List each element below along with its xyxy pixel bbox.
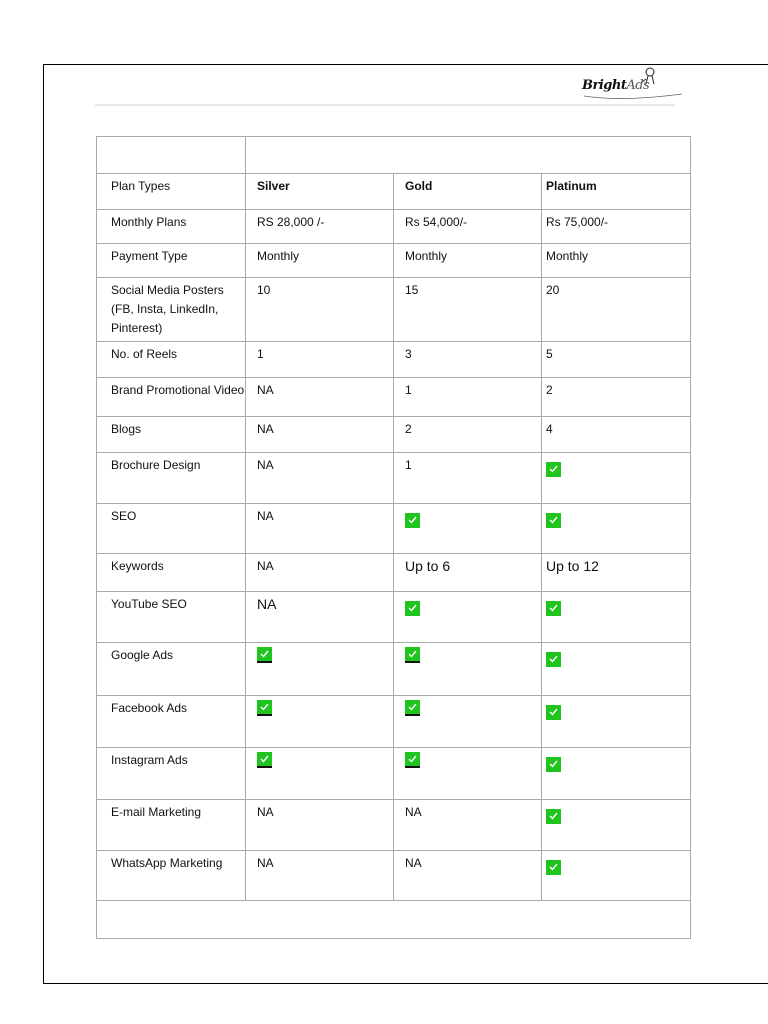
- plan-platinum-value: 20: [542, 278, 691, 342]
- plan-gold-value: 2: [394, 417, 542, 453]
- table-row: [97, 554, 691, 592]
- plan-platinum-cell: [542, 643, 691, 696]
- plan-gold-cell: [394, 643, 542, 696]
- check-icon: [257, 647, 272, 663]
- plan-silver-value: NA: [246, 378, 394, 417]
- row-label: Instagram Ads: [97, 748, 246, 800]
- check-icon: [546, 652, 561, 667]
- plan-silver-value: NA: [246, 800, 394, 851]
- plan-silver-cell: [246, 643, 394, 696]
- plan-silver-cell: [246, 696, 394, 748]
- plan-platinum-value: 2: [542, 378, 691, 417]
- blank-cell: [246, 137, 691, 174]
- plan-silver-value: NA: [246, 851, 394, 901]
- table-footer-blank-row: [97, 901, 691, 939]
- plan-gold-value: 3: [394, 342, 542, 378]
- row-label: Monthly Plans: [97, 210, 246, 244]
- plan-platinum-cell: [542, 696, 691, 748]
- table-row: [97, 504, 691, 554]
- row-label: Google Ads: [97, 643, 246, 696]
- plan-silver-value: Monthly: [246, 244, 394, 278]
- plan-silver-value: 10: [246, 278, 394, 342]
- table-row: [97, 800, 691, 851]
- check-icon: [405, 752, 420, 768]
- check-icon: [257, 752, 272, 768]
- plan-platinum-cell: [542, 851, 691, 901]
- plan-silver-value: NA: [246, 504, 394, 554]
- plan-gold-value: NA: [394, 851, 542, 901]
- row-label: YouTube SEO: [97, 592, 246, 643]
- plan-gold-cell: [394, 592, 542, 643]
- plan-gold-cell: [394, 504, 542, 554]
- table-row: [97, 696, 691, 748]
- plan-gold-value: 1: [394, 453, 542, 504]
- table-row: [97, 244, 691, 278]
- bright-ads-logo: [582, 66, 687, 104]
- plan-gold-cell: [394, 696, 542, 748]
- table-row: [97, 453, 691, 504]
- plan-gold-value: 1: [394, 378, 542, 417]
- plan-gold-value: Up to 6: [394, 554, 542, 592]
- plan-silver-value: RS 28,000 /-: [246, 210, 394, 244]
- table-row: [97, 278, 691, 342]
- check-icon: [546, 513, 561, 528]
- plan-platinum-cell: [542, 504, 691, 554]
- row-label: Plan Types: [97, 174, 246, 210]
- plan-gold-value: NA: [394, 800, 542, 851]
- row-label: No. of Reels: [97, 342, 246, 378]
- plan-platinum-value: 5: [542, 342, 691, 378]
- plan-gold-value: 15: [394, 278, 542, 342]
- plan-gold-value: Gold: [394, 174, 542, 210]
- plan-platinum-cell: [542, 453, 691, 504]
- check-icon: [257, 700, 272, 716]
- table-row: [97, 342, 691, 378]
- plan-platinum-cell: [542, 592, 691, 643]
- table-row: [97, 417, 691, 453]
- blank-cell: [97, 137, 246, 174]
- check-icon: [405, 601, 420, 616]
- plan-gold-cell: [394, 748, 542, 800]
- plan-gold-value: Rs 54,000/-: [394, 210, 542, 244]
- check-icon: [546, 757, 561, 772]
- plan-platinum-value: Up to 12: [542, 554, 691, 592]
- row-label: Facebook Ads: [97, 696, 246, 748]
- table-row: [97, 851, 691, 901]
- row-label: E-mail Marketing: [97, 800, 246, 851]
- check-icon: [405, 513, 420, 528]
- pricing-plans-table: [96, 136, 691, 939]
- row-label: WhatsApp Marketing: [97, 851, 246, 901]
- table-row: [97, 378, 691, 417]
- blank-cell: [97, 901, 691, 939]
- row-label: Blogs: [97, 417, 246, 453]
- table-row: [97, 643, 691, 696]
- table-row: [97, 748, 691, 800]
- table-row: [97, 592, 691, 643]
- table-header-blank-row: [97, 137, 691, 174]
- plan-silver-value: NA: [246, 554, 394, 592]
- table-row: [97, 210, 691, 244]
- check-icon: [546, 601, 561, 616]
- plan-platinum-value: Rs 75,000/-: [542, 210, 691, 244]
- logo-text: Bright: [582, 78, 627, 93]
- plan-platinum-value: Monthly: [542, 244, 691, 278]
- plan-silver-value: NA: [246, 417, 394, 453]
- row-label: SEO: [97, 504, 246, 554]
- row-label: Social Media Posters (FB, Insta, LinkedIn, Pinterest): [97, 278, 246, 342]
- plan-silver-value: NA: [246, 453, 394, 504]
- row-label: Payment Type: [97, 244, 246, 278]
- row-label: Brand Promotional Video: [97, 378, 246, 417]
- check-icon: [405, 647, 420, 663]
- plan-silver-cell: [246, 748, 394, 800]
- row-label: Keywords: [97, 554, 246, 592]
- plan-platinum-value: 4: [542, 417, 691, 453]
- check-icon: [405, 700, 420, 716]
- logo-text-suffix: Ads: [626, 78, 650, 93]
- plan-platinum-cell: [542, 800, 691, 851]
- check-icon: [546, 860, 561, 875]
- check-icon: [546, 462, 561, 477]
- plan-silver-value: 1: [246, 342, 394, 378]
- row-label: Brochure Design: [97, 453, 246, 504]
- header-divider: [95, 104, 675, 106]
- plan-platinum-value: Platinum: [542, 174, 691, 210]
- plan-silver-value: Silver: [246, 174, 394, 210]
- check-icon: [546, 809, 561, 824]
- plan-gold-value: Monthly: [394, 244, 542, 278]
- check-icon: [546, 705, 561, 720]
- plan-silver-value: NA: [246, 592, 394, 643]
- plan-platinum-cell: [542, 748, 691, 800]
- table-row: [97, 174, 691, 210]
